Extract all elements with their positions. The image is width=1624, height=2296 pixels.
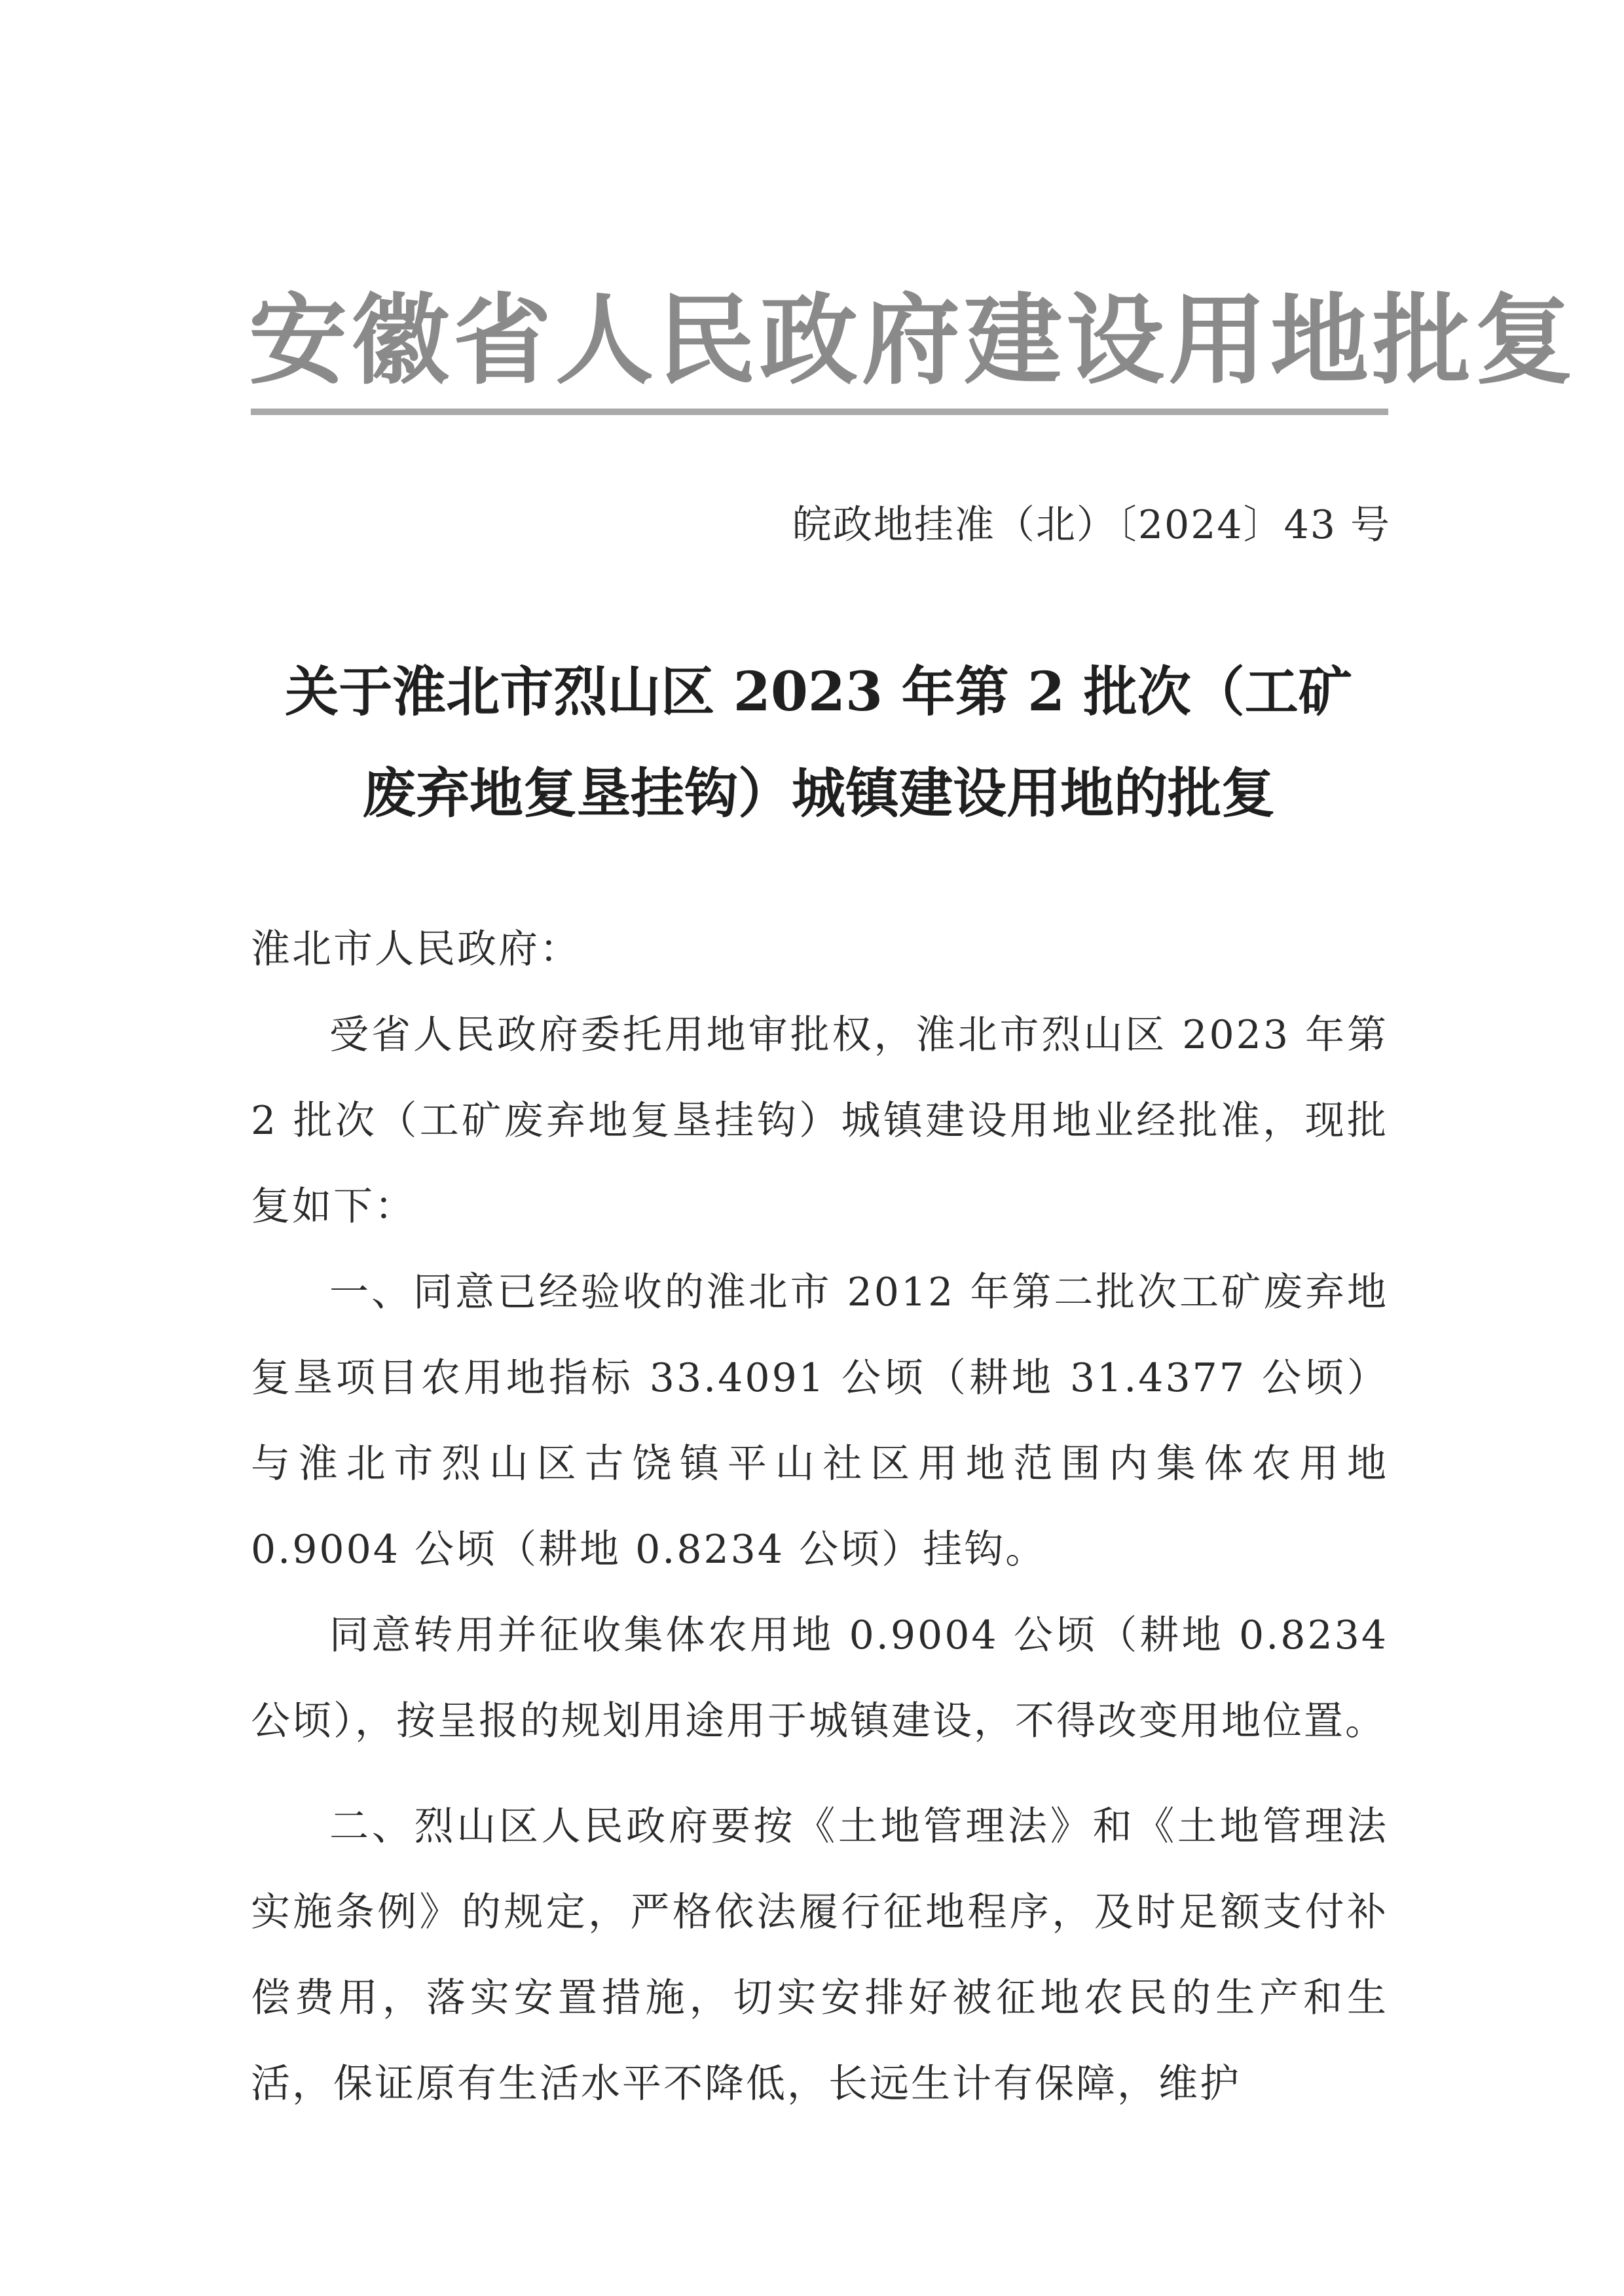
- title-line-2: 废弃地复垦挂钩）城镇建设用地的批复: [361, 762, 1275, 825]
- masthead-divider: [251, 409, 1388, 415]
- paragraph-item-2: 二、烈山区人民政府要按《土地管理法》和《土地管理法实施条例》的规定，严格依法履行征地程序，及时足额支付补偿费用，落实安置措施，切实安排好被征地农民的生产和生活，保证原有生活水平不降低，长远生计有保障，维护: [251, 1804, 1388, 2107]
- document-number: 皖政地挂准（北）〔2024〕43 号: [792, 502, 1391, 548]
- paragraph-item-1: 一、同意已经验收的淮北市 2012 年第二批次工矿废弃地复垦项目农用地指标 33.4091 公顷（耕地 31.4377 公顷）与淮北市烈山区古饶镇平山社区用地范围内集体农用地 0.9004 公顷（耕地 0.8234 公顷）挂钩。: [251, 1269, 1388, 1573]
- paragraph-intro: 受省人民政府委托用地审批权，淮北市烈山区 2023 年第 2 批次（工矿废弃地复垦挂钩）城镇建设用地业经批准，现批复如下：: [251, 1012, 1388, 1230]
- salutation: 淮北市人民政府：: [251, 926, 581, 972]
- document-title: [249, 642, 1388, 845]
- document-body: [251, 907, 1388, 2127]
- paragraph-item-1-approval: 同意转用并征收集体农用地 0.9004 公顷（耕地 0.8234 公顷），按呈报的规划用途用于城镇建设，不得改变用地位置。: [251, 1613, 1388, 1744]
- issuer-masthead: 安徽省人民政府建设用地批复: [249, 283, 1578, 398]
- title-line-1: 关于淮北市烈山区 2023 年第 2 批次（工矿: [285, 661, 1352, 723]
